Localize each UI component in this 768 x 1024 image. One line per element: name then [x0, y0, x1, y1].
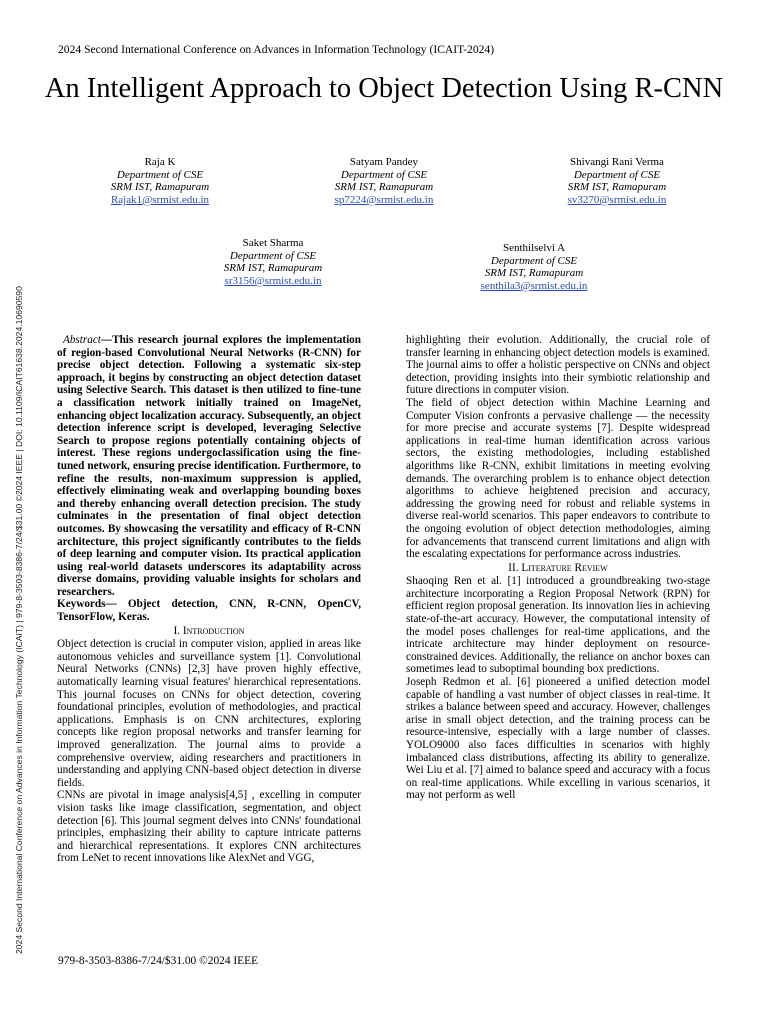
author-block	[90, 156, 230, 206]
section-heading	[406, 562, 710, 575]
paragraph: CNNs are pivotal in image analysis[4,5] , excelling in computer vision tasks like image classification, segmentation, and object detection [6]. This journal segment delves into CNNs' foundational principles, emphasizing their ability to capture intricate patterns and hierarchical representations. It explores CNN architectures from LeNet to recent innovations like AlexNet and VGG,	[57, 789, 361, 865]
author-dept: Department of CSE	[229, 249, 317, 262]
author-email-link[interactable]: Rajak1@srmist.edu.in	[110, 193, 210, 206]
author-block	[314, 156, 454, 206]
paragraph: highlighting their evolution. Additionally, the crucial role of transfer learning in enhancing object detection models is examined. The journal aims to offer a holistic perspective on CNNs and object detection, providing insights into their symbiotic relationship and future directions in computer vision.	[406, 334, 710, 397]
keywords: Keywords— Object detection, CNN, R-CNN, OpenCV, TensorFlow, Keras.	[57, 598, 361, 624]
paragraph: Joseph Redmon et al. [6] pioneered a unified detection model capable of handling a vast number of object classes in real-time. It strikes a balance between speed and accuracy. However, challenges arise in small object detection, and the training process can be resource-intensive, especially with a large number of classes. YOLO9000 also faces difficulties in scenarios with highly imbalanced class distributions, affecting its ability to generalize. Wei Liu et al. [7] aimed to balance speed and accuracy with a focus on real-time applications. While excelling in various scenarios, it may not perform as well	[406, 676, 710, 802]
author-name: Raja K	[144, 156, 176, 168]
author-block	[462, 242, 606, 292]
author-dept: Department of CSE	[340, 168, 428, 181]
section-heading	[57, 625, 361, 638]
section-title: Introduction	[182, 624, 245, 637]
section-number: I.	[173, 624, 181, 637]
author-block	[202, 237, 344, 287]
left-column	[57, 334, 361, 865]
paper-title: An Intelligent Approach to Object Detection Using R-CNN	[44, 73, 724, 104]
paragraph: The field of object detection within Machine Learning and Computer Vision confronts a pervasive challenge — the necessity for more precise and accurate systems [7]. Despite widespread applications in real-time human identification across various sectors, the existing methodologies, including established algorithms like R-CNN, exhibit limitations in meeting evolving demands. The overarching problem is to enhance object detection algorithms to achieve heightened precision and accuracy, addressing the growing need for robust and reliable systems in diverse real-world scenarios. This paper endeavors to contribute to the ongoing evolution of object detection methodologies, aiming for advancements that transcend current limitations and align with the escalating expectations for performance across industries.	[406, 396, 710, 561]
author-dept: Department of CSE	[490, 254, 578, 267]
copyright-footer: 979-8-3503-8386-7/24/$31.00 ©2024 IEEE	[58, 955, 259, 967]
section-title: Literature Review	[521, 561, 608, 574]
author-dept: Department of CSE	[116, 168, 204, 181]
author-institution: SRM IST, Ramapuram	[484, 267, 584, 280]
abstract-text: —This research journal explores the implementation of region-based Convolutional Neural Networks (R-CNN) for precise object detection. Following a systematic six-step approach, it begins by constructing an object detection dataset using Selective Search. This dataset is then utilized to fine-tune a classification network initially trained on ImageNet, enhancing object localization accuracy. Subsequently, an object detection inference script is developed, leveraging Selective Search to propose regions potentially containing objects of interest. These regions undergoclassification using the fine-tuned network, ensuring precise identification. Furthermore, to refine the results, non-maximum suppression is applied, effectively eliminating weak and overlapping bounding boxes and thereby enhancing overall detection precision. The study culminates in the presentation of final object detection outcomes. By showcasing the versatility and efficacy of R-CNN architecture, this project significantly contributes to the fields of deep learning and computer vision. Its practical application using real-world datasets underscores its adaptability across diverse domains, providing valuable insights for scholars and researchers.	[57, 334, 361, 598]
author-block	[546, 156, 688, 206]
author-email-link[interactable]: sr3156@srmist.edu.in	[224, 274, 322, 287]
conference-header: 2024 Second International Conference on Advances in Information Technology (ICAIT-2024)	[58, 43, 495, 56]
author-name: Saket Sharma	[242, 237, 304, 249]
right-column	[406, 334, 710, 802]
author-name: Shivangi Rani Verma	[570, 156, 664, 168]
author-dept: Department of CSE	[573, 168, 661, 181]
author-institution: SRM IST, Ramapuram	[334, 181, 434, 194]
section-number: II.	[508, 561, 519, 574]
author-email-link[interactable]: senthila3@srmist.edu.in	[480, 279, 588, 292]
paragraph: Object detection is crucial in computer vision, applied in areas like autonomous vehicles and surveillance system [1]. Convolutional Neural Networks (CNNs) [2,3] have proven highly effective, automatically learning visual features' hierarchical representations. This journal focuses on CNNs for object detection, covering foundational principles, evolution of methodologies, and practical applications. Emphasis is on CNN architectures, exploring concepts like region proposal networks and transfer learning for improved generalization. The journal aims to provide a comprehensive overview, aiding researchers and practitioners in understanding and applying CNN-based object detection in diverse fields.	[57, 638, 361, 789]
abstract-label: Abstract	[63, 334, 101, 346]
author-institution: SRM IST, Ramapuram	[567, 181, 667, 194]
author-email-link[interactable]: sv3270@srmist.edu.in	[567, 193, 667, 206]
author-name: Senthilselvi A	[502, 242, 566, 254]
author-name: Satyam Pandey	[349, 156, 419, 168]
abstract	[57, 334, 361, 598]
author-email-link[interactable]: sp7224@srmist.edu.in	[334, 193, 434, 206]
doi-side-note: 2024 Second International Conference on Advances in Information Technology (ICAIT) | 979-8-3503-8386-7/24/$31.00 ©2024 IEEE | DOI: 10.1109/ICAIT61638.2024.10690590	[14, 286, 24, 954]
author-institution: SRM IST, Ramapuram	[110, 181, 210, 194]
author-institution: SRM IST, Ramapuram	[223, 262, 323, 275]
paragraph: Shaoqing Ren et al. [1] introduced a groundbreaking two-stage architecture incorporating a Region Proposal Network (RPN) for efficient region proposal generation. Its innovation lies in achieving state-of-the-art accuracy. However, the computational intensity of the model poses challenges for real-time applications, and the intricate architecture may hinder deployment on resource-constrained devices. Additionally, the reliance on anchor boxes can sometimes lead to suboptimal bounding box predictions.	[406, 575, 710, 676]
